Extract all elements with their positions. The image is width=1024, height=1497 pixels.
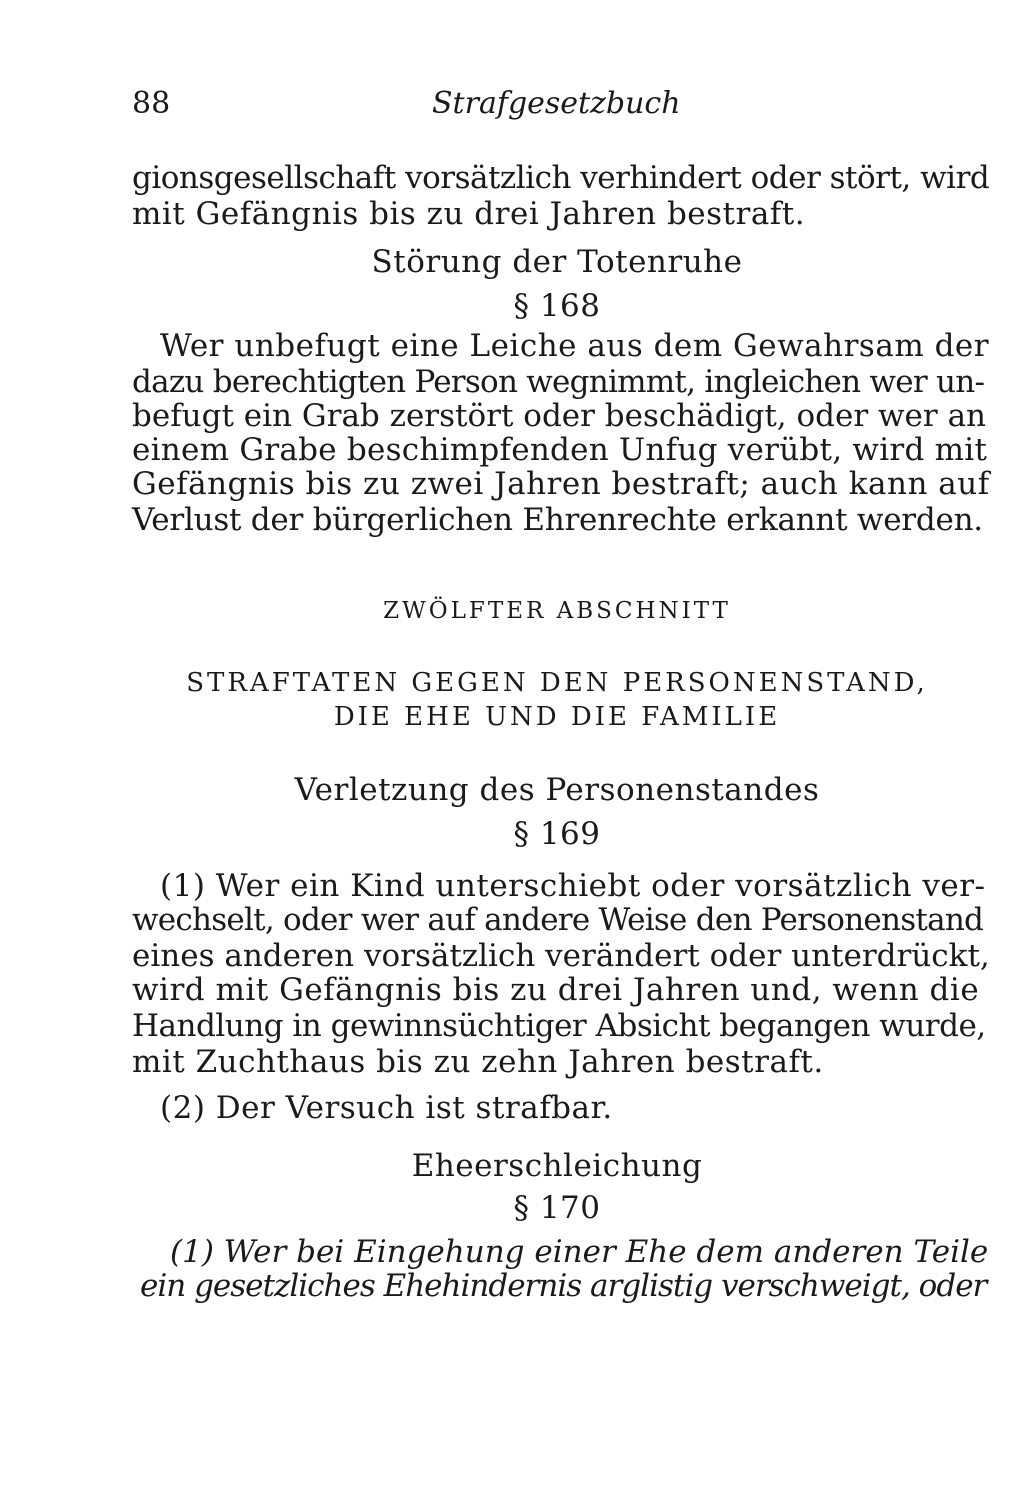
body-line: wird mit Gefängnis bis zu drei Jahren und, wenn die xyxy=(132,972,980,1008)
page-number: 88 xyxy=(132,86,171,121)
chapter-title-line: DIE EHE UND DIE FAMILIE xyxy=(333,702,781,732)
body-line: wechselt, oder wer auf andere Weise den Personenstand xyxy=(132,902,984,938)
chapter-label: ZWÖLFTER ABSCHNITT xyxy=(383,598,731,624)
body-line: (1) Wer bei Eingehung einer Ehe dem anderen Teile xyxy=(170,1234,989,1270)
section-title: Verletzung des Personenstandes xyxy=(294,772,820,808)
body-line: mit Zuchthaus bis zu zehn Jahren bestraft. xyxy=(132,1044,824,1080)
body-line: Handlung in gewinnsüchtiger Absicht begangen wurde, xyxy=(132,1008,986,1044)
body-line: befugt ein Grab zerstört oder beschädigt, oder wer an xyxy=(132,398,987,434)
section-number: § 168 xyxy=(513,288,601,324)
body-line: eines anderen vorsätzlich verändert oder unterdrückt, xyxy=(132,938,990,974)
body-line: mit Gefängnis bis zu drei Jahren bestraft. xyxy=(132,196,806,232)
section-number: § 169 xyxy=(513,816,601,852)
body-line: ein gesetzliches Ehehindernis arglistig verschweigt, oder xyxy=(140,1268,987,1304)
section-title: Eheerschleichung xyxy=(411,1148,703,1184)
body-line: Verlust der bürgerlichen Ehrenrechte erkannt werden. xyxy=(132,502,983,538)
chapter-title-line: STRAFTATEN GEGEN DEN PERSONENSTAND, xyxy=(186,668,928,698)
body-line: gionsgesellschaft vorsätzlich verhindert oder stört, wird xyxy=(132,160,990,196)
running-title: Strafgesetzbuch xyxy=(432,86,681,121)
body-line: Wer unbefugt eine Leiche aus dem Gewahrsam der xyxy=(160,328,990,364)
page-header xyxy=(132,86,982,130)
body-line: Gefängnis bis zu zwei Jahren bestraft; auch kann auf xyxy=(132,466,990,502)
section-title: Störung der Totenruhe xyxy=(371,244,743,280)
body-line: dazu berechtigten Person wegnimmt, ingleichen wer un- xyxy=(132,364,985,400)
body-line: (2) Der Versuch ist strafbar. xyxy=(160,1090,613,1126)
body-line: (1) Wer ein Kind unterschiebt oder vorsätzlich ver- xyxy=(160,868,986,904)
body-line: einem Grabe beschimpfenden Unfug verübt, wird mit xyxy=(132,432,988,468)
section-number: § 170 xyxy=(513,1190,601,1226)
